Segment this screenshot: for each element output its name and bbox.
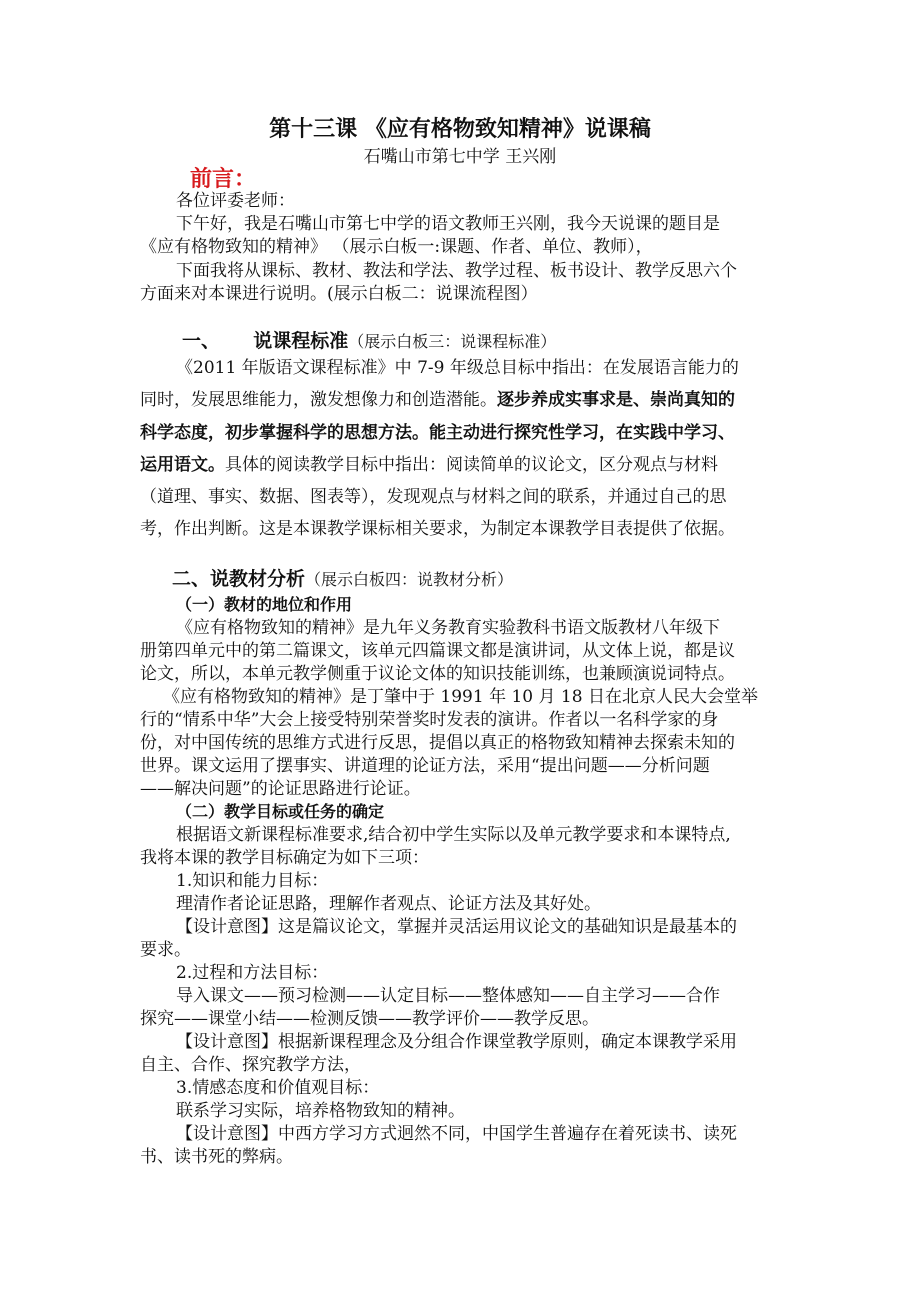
- section2-heading: [172, 566, 513, 593]
- paragraph-line: [140, 421, 735, 445]
- emphasis-text: 运用语文。: [140, 455, 225, 475]
- section1-number: 一、: [182, 330, 221, 352]
- author-line: 石嘴山市第七中学 王兴刚: [363, 147, 557, 167]
- intro-line: 《应有格物致知的精神》 （展示白板一:课题、作者、单位、教师），: [140, 237, 653, 257]
- section1-title: 说课程标准: [253, 330, 349, 352]
- subsection1-heading: （一）教材的地位和作用: [176, 595, 353, 614]
- section1-note: （展示白板三：说课程标准）: [348, 332, 557, 351]
- goal-heading: 3.情感态度和价值观目标：: [176, 1078, 380, 1098]
- paragraph-line: 《应有格物致知的精神》是丁肇中于 1991 年 10 月 18 日在北京人民大会堂举: [163, 687, 758, 707]
- paragraph-line: 【设计意图】根据新课程理念及分组合作课堂教学原则，确定本课教学采用: [176, 1032, 737, 1052]
- paragraph-line: 自主、合作、探究教学方法，: [140, 1055, 361, 1075]
- paragraph-line: （道理、事实、数据、图表等），发现观点与材料之间的联系，并通过自己的思: [140, 487, 727, 507]
- paragraph-line: 联系学习实际，培养格物致知的精神。: [176, 1101, 465, 1121]
- paragraph-line: 【设计意图】中西方学习方式迥然不同，中国学生普遍存在着死读书、读死: [176, 1124, 737, 1144]
- paragraph-line: ——解决问题”的论证思路进行论证。: [140, 779, 421, 799]
- paragraph-line: 要求。: [140, 940, 191, 960]
- paragraph-line: 世界。课文运用了摆事实、讲道理的论证方法，采用“提出问题——分析问题: [140, 756, 710, 776]
- section1-heading: [182, 328, 556, 355]
- intro-line: 方面来对本课进行说明。(展示白板二：说课流程图）: [140, 284, 538, 304]
- intro-line: 下午好，我是石嘴山市第七中学的语文教师王兴刚，我今天说课的题目是: [176, 214, 720, 234]
- intro-greeting: 各位评委老师：: [176, 191, 295, 211]
- section2-title: 二、说教材分析: [172, 568, 306, 590]
- goal-heading: 1.知识和能力目标：: [176, 871, 329, 891]
- document-title: 第十三课 《应有格物致知精神》说课稿: [269, 116, 651, 142]
- goal-heading: 2.过程和方法目标：: [176, 963, 329, 983]
- paragraph-line: 根据语文新课程标准要求,结合初中学生实际以及单元教学要求和本课特点,: [176, 825, 731, 845]
- paragraph-line: 导入课文——预习检测——认定目标——整体感知——自主学习——合作: [176, 986, 720, 1006]
- subsection2-heading: （二）教学目标或任务的确定: [176, 802, 385, 821]
- section2-note: （展示白板四：说教材分析）: [305, 570, 514, 589]
- paragraph-text: 同时，发展思维能力，激发想像力和创造潜能。: [140, 390, 497, 410]
- paragraph-line: 论文，所以，本单元教学侧重于议论文体的知识技能训练，也兼顾演说词特点。: [140, 664, 735, 684]
- paragraph-line: 考，作出判断。这是本课教学课标相关要求，为制定本课教学目表提供了依据。: [140, 519, 735, 539]
- paragraph-line: 《应有格物致知的精神》是九年义务教育实验教科书语文版教材八年级下: [176, 618, 720, 638]
- paragraph-line: 书、读书死的弊病。: [140, 1147, 293, 1167]
- paragraph-line: [140, 453, 718, 477]
- preface-heading: 前言：: [190, 166, 257, 192]
- paragraph-line: 册第四单元中的第二篇课文，该单元四篇课文都是演讲词，从文体上说，都是议: [140, 641, 735, 661]
- paragraph-line: [140, 388, 735, 412]
- paragraph-text: 具体的阅读教学目标中指出：阅读简单的议论文，区分观点与材料: [225, 455, 718, 475]
- emphasis-text: 逐步养成实事求是、崇尚真知的: [497, 390, 735, 410]
- paragraph-line: 探究——课堂小结——检测反馈——教学评价——教学反思。: [140, 1009, 599, 1029]
- paragraph-line: 【设计意图】这是篇议论文，掌握并灵活运用议论文的基础知识是最基本的: [176, 917, 737, 937]
- emphasis-text: 科学态度，初步掌握科学的思想方法。能主动进行探究性学习，在实践中学习、: [140, 423, 735, 443]
- intro-line: 下面我将从课标、教材、教法和学法、教学过程、板书设计、教学反思六个: [176, 261, 737, 281]
- paragraph-line: 行的“情系中华”大会上接受特别荣誉奖时发表的演讲。作者以一名科学家的身: [140, 710, 719, 730]
- paragraph-line: 我将本课的教学目标确定为如下三项：: [140, 848, 429, 868]
- paragraph-line: 理清作者论证思路，理解作者观点、论证方法及其好处。: [176, 894, 601, 914]
- paragraph-line: 份，对中国传统的思维方式进行反思，提倡以真正的格物致知精神去探索未知的: [140, 733, 735, 753]
- paragraph-line: 《2011 年版语文课程标准》中 7-9 年级总目标中指出：在发展语言能力的: [176, 358, 739, 378]
